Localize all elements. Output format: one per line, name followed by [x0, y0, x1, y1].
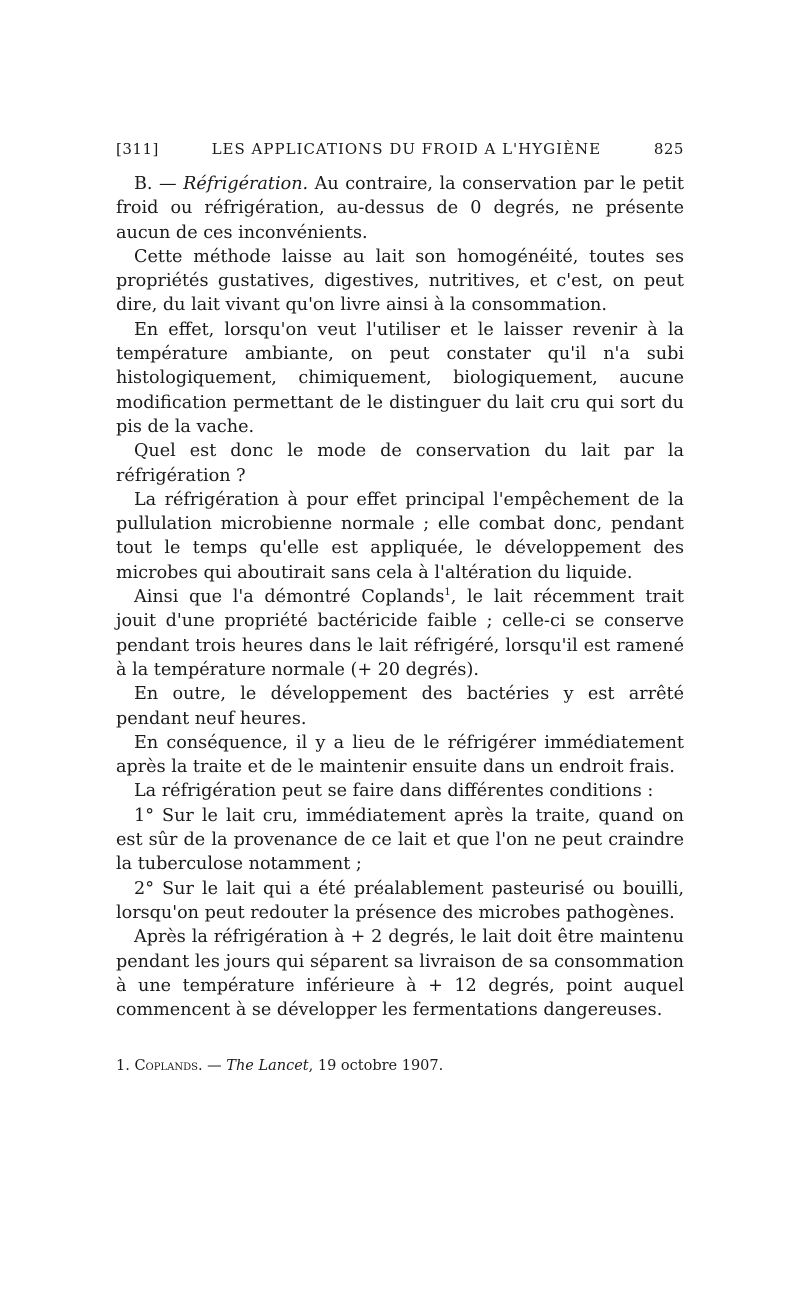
- paragraph: En outre, le développement des bactéries y est arrêté pendant neuf heures.: [116, 684, 684, 729]
- footnote-author: Coplands.: [134, 1058, 203, 1075]
- running-head: [116, 140, 684, 158]
- paragraph: Cette méthode laisse au lait son homogénéité, toutes ses propriétés gustatives, digestives, nutritives, et c'est, on peut dire, du lait vivant qu'on livre ainsi à la consommation.: [116, 246, 684, 316]
- paragraph: 1° Sur le lait cru, immédiatement après la traite, quand on est sûr de la provenance de ce lait et que l'on ne peut craindre la tuberculose notamment ;: [116, 805, 684, 875]
- page-number: 825: [653, 140, 684, 158]
- footnote: 1. Coplands. — The Lancet, 19 octobre 1907.: [116, 1058, 444, 1075]
- paragraph: La réfrigération peut se faire dans différentes conditions :: [134, 781, 654, 802]
- footnote-number: 1.: [116, 1058, 130, 1075]
- running-title: LES APPLICATIONS DU FROID A L'HYGIÈNE: [211, 140, 602, 158]
- book-page: [116, 140, 684, 1074]
- section-ref: [311]: [116, 140, 159, 158]
- paragraph: En conséquence, il y a lieu de le réfrigérer immédiatement après la traite et de le maintenir ensuite dans un endroit frais.: [116, 732, 684, 778]
- paragraph: La réfrigération à pour effet principal l'empêchement de la pullulation microbienne normale ; elle combat donc, pendant tout le temps qu'elle est appliquée, le développement des microbes qui aboutirait sans cela à l'altération du liquide.: [116, 489, 684, 583]
- paragraph: Après la réfrigération à + 2 degrés, le lait doit être maintenu pendant les jours qui séparent sa livraison de sa consommation à une température inférieure à + 12 degrés, point auquel commencent à se développer les fermentations dangereuses.: [116, 927, 684, 1021]
- section-heading: Réfrigération.: [183, 174, 309, 194]
- paragraph: Ainsi que l'a démontré Coplands$^1$, le lait récemment trait jouit d'une propriété bactéricide faible ; celle-ci se conserve pendant trois heures dans le lait réfrigéré, lorsqu'il est ramené à la température normale (+ 20 degrés).: [116, 587, 684, 680]
- footnote-journal: The Lancet: [226, 1058, 309, 1075]
- paragraph: 2° Sur le lait qui a été préalablement pasteurisé ou bouilli, lorsqu'on peut redouter la présence des microbes pathogènes.: [116, 878, 684, 923]
- paragraph: Quel est donc le mode de conservation du lait par la réfrigération ?: [116, 441, 684, 486]
- footnote-date: , 19 octobre 1907.: [308, 1058, 444, 1075]
- footnote-marker[interactable]: 1: [444, 587, 451, 599]
- body-text: [116, 172, 684, 1022]
- paragraph: B. — Réfrigération. Au contraire, la conservation par le petit froid ou réfrigération, au-dessus de 0 degrés, ne présente aucun de ces inconvénients.: [116, 174, 684, 243]
- paragraph: En effet, lorsqu'on veut l'utiliser et le laisser revenir à la température ambiante, on peut constater qu'il n'a subi histologiquement, chimiquement, biologiquement, aucune modification permettant de le distinguer du lait cru qui sort du pis de la vache.: [116, 319, 684, 437]
